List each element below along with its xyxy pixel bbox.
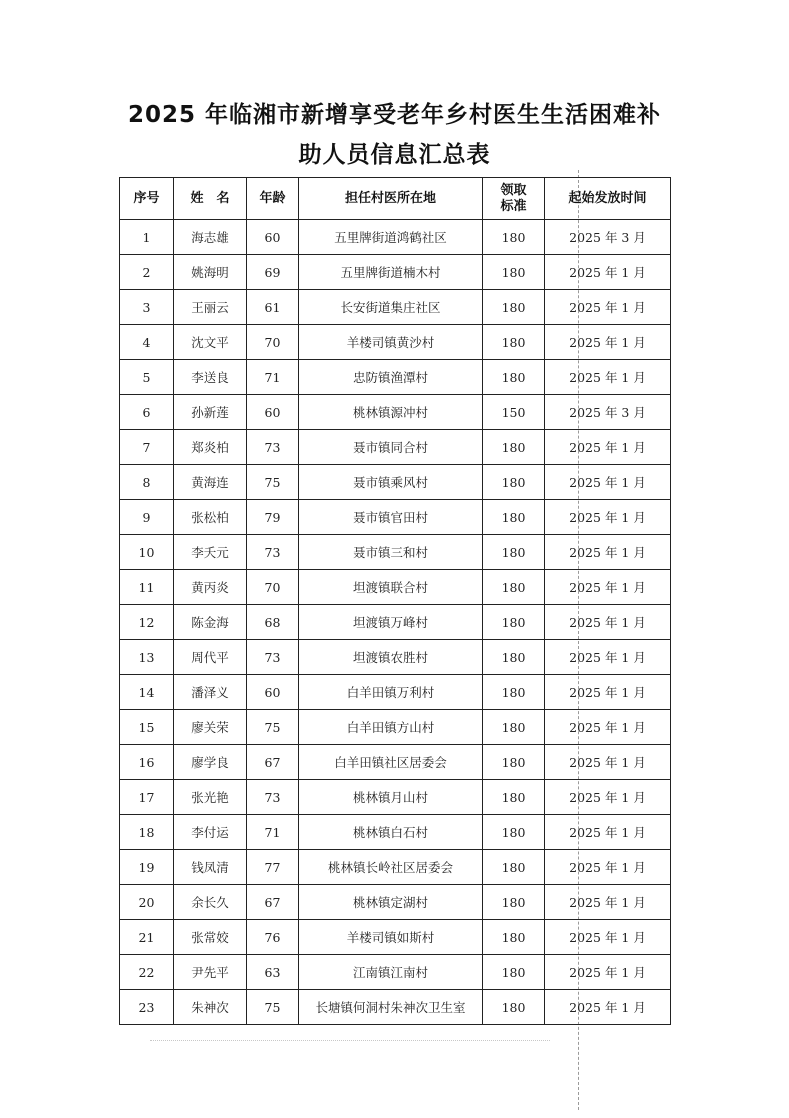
cell-index: 15	[120, 710, 174, 745]
cell-standard: 180	[483, 290, 545, 325]
cell-index: 2	[120, 255, 174, 290]
cell-standard: 180	[483, 465, 545, 500]
cell-index: 9	[120, 500, 174, 535]
cell-location: 江南镇江南村	[299, 955, 483, 990]
cell-age: 73	[247, 430, 299, 465]
cell-standard: 180	[483, 605, 545, 640]
cell-location: 五里牌街道鸿鹤社区	[299, 220, 483, 255]
table-row	[120, 255, 671, 290]
table-row	[120, 815, 671, 850]
cell-name: 李夭元	[174, 535, 247, 570]
cell-age: 77	[247, 850, 299, 885]
cell-start-time: 2025 年 1 月	[545, 255, 671, 290]
cell-index: 11	[120, 570, 174, 605]
table-row	[120, 780, 671, 815]
cell-name: 王丽云	[174, 290, 247, 325]
cell-location: 聂市镇同合村	[299, 430, 483, 465]
cell-start-time: 2025 年 3 月	[545, 220, 671, 255]
table-row	[120, 430, 671, 465]
cell-standard: 180	[483, 675, 545, 710]
cell-location: 坦渡镇联合村	[299, 570, 483, 605]
document-title-line2: 助人员信息汇总表	[298, 142, 491, 168]
cell-start-time: 2025 年 1 月	[545, 710, 671, 745]
cell-start-time: 2025 年 1 月	[545, 640, 671, 675]
cell-age: 60	[247, 220, 299, 255]
table-row	[120, 535, 671, 570]
cell-index: 8	[120, 465, 174, 500]
cell-start-time: 2025 年 1 月	[545, 325, 671, 360]
cell-index: 6	[120, 395, 174, 430]
cell-index: 3	[120, 290, 174, 325]
table-row	[120, 605, 671, 640]
cell-standard: 180	[483, 325, 545, 360]
cell-name: 余长久	[174, 885, 247, 920]
cell-location: 聂市镇三和村	[299, 535, 483, 570]
cell-age: 60	[247, 395, 299, 430]
cell-location: 羊楼司镇黄沙村	[299, 325, 483, 360]
cell-age: 67	[247, 885, 299, 920]
cell-age: 69	[247, 255, 299, 290]
cell-index: 12	[120, 605, 174, 640]
cell-location: 五里牌街道楠木村	[299, 255, 483, 290]
table-row	[120, 920, 671, 955]
cell-index: 13	[120, 640, 174, 675]
cell-index: 17	[120, 780, 174, 815]
cell-start-time: 2025 年 1 月	[545, 955, 671, 990]
cell-age: 68	[247, 605, 299, 640]
cell-index: 21	[120, 920, 174, 955]
cell-standard: 180	[483, 570, 545, 605]
cell-index: 18	[120, 815, 174, 850]
table-row	[120, 220, 671, 255]
header-start-time: 起始发放时间	[545, 178, 671, 220]
table-row	[120, 745, 671, 780]
cell-standard: 180	[483, 640, 545, 675]
cell-location: 长塘镇何洞村朱神次卫生室	[299, 990, 483, 1025]
cell-age: 60	[247, 675, 299, 710]
summary-table	[119, 177, 671, 1025]
cell-location: 桃林镇长岭社区居委会	[299, 850, 483, 885]
cell-start-time: 2025 年 1 月	[545, 465, 671, 500]
header-location: 担任村医所在地	[299, 178, 483, 220]
cell-age: 73	[247, 780, 299, 815]
cell-standard: 180	[483, 220, 545, 255]
cell-age: 61	[247, 290, 299, 325]
table-header-row	[120, 178, 671, 220]
cell-standard: 180	[483, 990, 545, 1025]
cell-location: 白羊田镇万利村	[299, 675, 483, 710]
header-age: 年龄	[247, 178, 299, 220]
cell-name: 张常姣	[174, 920, 247, 955]
cell-name: 钱凤清	[174, 850, 247, 885]
cell-name: 沈文平	[174, 325, 247, 360]
cell-start-time: 2025 年 1 月	[545, 570, 671, 605]
cell-standard: 180	[483, 500, 545, 535]
header-index: 序号	[120, 178, 174, 220]
cell-location: 白羊田镇社区居委会	[299, 745, 483, 780]
cell-standard: 150	[483, 395, 545, 430]
cell-name: 李送良	[174, 360, 247, 395]
cell-index: 4	[120, 325, 174, 360]
cell-index: 14	[120, 675, 174, 710]
cell-start-time: 2025 年 1 月	[545, 430, 671, 465]
footer-dots	[150, 1040, 550, 1041]
cell-start-time: 2025 年 1 月	[545, 290, 671, 325]
cell-location: 桃林镇定湖村	[299, 885, 483, 920]
cell-age: 70	[247, 325, 299, 360]
cell-location: 桃林镇白石村	[299, 815, 483, 850]
cell-standard: 180	[483, 360, 545, 395]
cell-start-time: 2025 年 1 月	[545, 780, 671, 815]
cell-location: 羊楼司镇如斯村	[299, 920, 483, 955]
cell-location: 聂市镇官田村	[299, 500, 483, 535]
cell-standard: 180	[483, 850, 545, 885]
table-row	[120, 990, 671, 1025]
cell-standard: 180	[483, 780, 545, 815]
document-title-line1: 2025 年临湘市新增享受老年乡村医生生活困难补	[127, 102, 662, 128]
cell-age: 63	[247, 955, 299, 990]
table-row	[120, 465, 671, 500]
table-row	[120, 570, 671, 605]
cell-start-time: 2025 年 1 月	[545, 815, 671, 850]
cell-age: 73	[247, 640, 299, 675]
cell-name: 陈金海	[174, 605, 247, 640]
cell-start-time: 2025 年 1 月	[545, 885, 671, 920]
cell-name: 张松柏	[174, 500, 247, 535]
cell-name: 潘泽义	[174, 675, 247, 710]
table-row	[120, 675, 671, 710]
table-row	[120, 325, 671, 360]
cell-standard: 180	[483, 430, 545, 465]
cell-age: 71	[247, 815, 299, 850]
table-row	[120, 500, 671, 535]
table-row	[120, 360, 671, 395]
cell-name: 姚海明	[174, 255, 247, 290]
table-row	[120, 885, 671, 920]
cell-start-time: 2025 年 1 月	[545, 745, 671, 780]
cell-index: 23	[120, 990, 174, 1025]
cell-name: 朱神次	[174, 990, 247, 1025]
cell-start-time: 2025 年 1 月	[545, 675, 671, 710]
table-row	[120, 395, 671, 430]
cell-location: 白羊田镇方山村	[299, 710, 483, 745]
table-row	[120, 955, 671, 990]
cell-location: 坦渡镇农胜村	[299, 640, 483, 675]
cell-index: 10	[120, 535, 174, 570]
cell-start-time: 2025 年 1 月	[545, 360, 671, 395]
cell-standard: 180	[483, 745, 545, 780]
table-row	[120, 290, 671, 325]
cell-start-time: 2025 年 1 月	[545, 850, 671, 885]
cell-name: 黄丙炎	[174, 570, 247, 605]
cell-start-time: 2025 年 1 月	[545, 500, 671, 535]
cell-name: 廖学良	[174, 745, 247, 780]
cell-standard: 180	[483, 885, 545, 920]
cell-location: 聂市镇乘风村	[299, 465, 483, 500]
table-row	[120, 640, 671, 675]
cell-standard: 180	[483, 710, 545, 745]
cell-age: 75	[247, 990, 299, 1025]
cell-location: 长安街道集庄社区	[299, 290, 483, 325]
cell-index: 22	[120, 955, 174, 990]
cell-start-time: 2025 年 1 月	[545, 605, 671, 640]
cell-name: 郑炎柏	[174, 430, 247, 465]
cell-index: 20	[120, 885, 174, 920]
cell-location: 坦渡镇万峰村	[299, 605, 483, 640]
cell-standard: 180	[483, 255, 545, 290]
cell-age: 73	[247, 535, 299, 570]
cell-age: 79	[247, 500, 299, 535]
cell-index: 19	[120, 850, 174, 885]
cell-start-time: 2025 年 1 月	[545, 920, 671, 955]
cell-age: 71	[247, 360, 299, 395]
cell-name: 廖关荣	[174, 710, 247, 745]
cell-index: 16	[120, 745, 174, 780]
header-name: 姓 名	[174, 178, 247, 220]
cell-start-time: 2025 年 1 月	[545, 535, 671, 570]
cell-name: 张光艳	[174, 780, 247, 815]
table-row	[120, 850, 671, 885]
cell-standard: 180	[483, 920, 545, 955]
cell-start-time: 2025 年 3 月	[545, 395, 671, 430]
cell-name: 黄海连	[174, 465, 247, 500]
cell-location: 桃林镇月山村	[299, 780, 483, 815]
cell-name: 李付运	[174, 815, 247, 850]
cell-location: 桃林镇源冲村	[299, 395, 483, 430]
cell-age: 75	[247, 710, 299, 745]
cell-index: 7	[120, 430, 174, 465]
cell-name: 周代平	[174, 640, 247, 675]
cell-name: 海志雄	[174, 220, 247, 255]
table-row	[120, 710, 671, 745]
cell-age: 76	[247, 920, 299, 955]
cell-location: 忠防镇渔潭村	[299, 360, 483, 395]
cell-name: 尹先平	[174, 955, 247, 990]
cell-name: 孙新莲	[174, 395, 247, 430]
cell-standard: 180	[483, 815, 545, 850]
cell-start-time: 2025 年 1 月	[545, 990, 671, 1025]
cell-standard: 180	[483, 955, 545, 990]
cell-index: 1	[120, 220, 174, 255]
cell-standard: 180	[483, 535, 545, 570]
cell-age: 67	[247, 745, 299, 780]
cell-age: 75	[247, 465, 299, 500]
cell-index: 5	[120, 360, 174, 395]
cell-age: 70	[247, 570, 299, 605]
header-standard: 领取 标准	[483, 178, 545, 220]
